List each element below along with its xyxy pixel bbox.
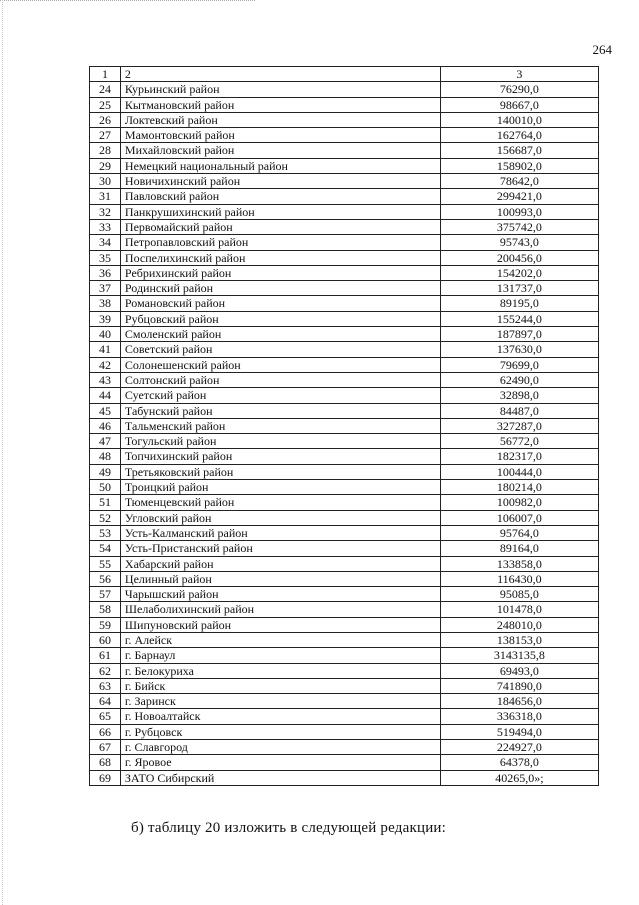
- table-row: [90, 602, 599, 617]
- table-row: [90, 525, 599, 540]
- amount-cell: 248010,0: [440, 617, 598, 632]
- table-row: [90, 464, 599, 479]
- district-name-cell: Третьяковский район: [120, 464, 440, 479]
- district-name-cell: Рубцовский район: [120, 311, 440, 326]
- amount-cell: 40265,0»;: [440, 770, 598, 785]
- district-name-cell: г. Рубцовск: [120, 724, 440, 739]
- district-name-cell: Усть-Пристанский район: [120, 541, 440, 556]
- table-row: [90, 587, 599, 602]
- district-name-cell: Топчихинский район: [120, 449, 440, 464]
- district-name-cell: Павловский район: [120, 189, 440, 204]
- table-row: [90, 112, 599, 127]
- row-number-cell: 36: [90, 265, 121, 280]
- amount-cell: 95085,0: [440, 587, 598, 602]
- district-name-cell: г. Яровое: [120, 755, 440, 770]
- row-number-cell: 28: [90, 143, 121, 158]
- row-number-cell: 51: [90, 495, 121, 510]
- row-number-cell: 55: [90, 556, 121, 571]
- amount-cell: 32898,0: [440, 388, 598, 403]
- table-row: [90, 571, 599, 586]
- table-row: [90, 632, 599, 647]
- table-row: [90, 97, 599, 112]
- row-number-cell: 40: [90, 327, 121, 342]
- amount-cell: 100993,0: [440, 204, 598, 219]
- district-name-cell: г. Белокуриха: [120, 663, 440, 678]
- table-row: [90, 510, 599, 525]
- row-number-cell: 61: [90, 648, 121, 663]
- row-number-cell: 35: [90, 250, 121, 265]
- district-name-cell: Табунский район: [120, 403, 440, 418]
- district-name-cell: Солонешенский район: [120, 357, 440, 372]
- district-name-cell: Троицкий район: [120, 480, 440, 495]
- row-number-cell: 30: [90, 174, 121, 189]
- row-number-cell: 37: [90, 281, 121, 296]
- table-row: [90, 495, 599, 510]
- row-number-cell: 65: [90, 709, 121, 724]
- district-name-cell: г. Заринск: [120, 694, 440, 709]
- table-row: [90, 174, 599, 189]
- row-number-cell: 52: [90, 510, 121, 525]
- row-number-cell: 33: [90, 219, 121, 234]
- amount-cell: 69493,0: [440, 663, 598, 678]
- table-row: [90, 357, 599, 372]
- row-number-cell: 57: [90, 587, 121, 602]
- amount-cell: 138153,0: [440, 632, 598, 647]
- amount-cell: 180214,0: [440, 480, 598, 495]
- amount-cell: 64378,0: [440, 755, 598, 770]
- district-name-cell: Кытмановский район: [120, 97, 440, 112]
- scan-edge-left: [2, 0, 3, 905]
- row-number-cell: 53: [90, 525, 121, 540]
- column-header-number: 1: [90, 67, 121, 82]
- district-name-cell: Михайловский район: [120, 143, 440, 158]
- amount-cell: 224927,0: [440, 740, 598, 755]
- district-name-cell: Локтевский район: [120, 112, 440, 127]
- district-name-cell: г. Барнаул: [120, 648, 440, 663]
- district-name-cell: Смоленский район: [120, 327, 440, 342]
- row-number-cell: 27: [90, 128, 121, 143]
- table-row: [90, 770, 599, 785]
- amount-cell: 62490,0: [440, 372, 598, 387]
- row-number-cell: 46: [90, 418, 121, 433]
- table-row: [90, 128, 599, 143]
- amount-cell: 140010,0: [440, 112, 598, 127]
- district-name-cell: Первомайский район: [120, 219, 440, 234]
- amount-cell: 154202,0: [440, 265, 598, 280]
- district-name-cell: Угловский район: [120, 510, 440, 525]
- table-row: [90, 709, 599, 724]
- district-name-cell: Суетский район: [120, 388, 440, 403]
- amount-cell: 162764,0: [440, 128, 598, 143]
- amount-cell: 56772,0: [440, 434, 598, 449]
- row-number-cell: 45: [90, 403, 121, 418]
- district-name-cell: ЗАТО Сибирский: [120, 770, 440, 785]
- amount-cell: 95764,0: [440, 525, 598, 540]
- amount-cell: 182317,0: [440, 449, 598, 464]
- table-row: [90, 82, 599, 97]
- district-name-cell: г. Алейск: [120, 632, 440, 647]
- table-row: [90, 204, 599, 219]
- table-row: [90, 311, 599, 326]
- row-number-cell: 60: [90, 632, 121, 647]
- row-number-cell: 48: [90, 449, 121, 464]
- district-name-cell: г. Новоалтайск: [120, 709, 440, 724]
- district-name-cell: Усть-Калманский район: [120, 525, 440, 540]
- district-name-cell: Новичихинский район: [120, 174, 440, 189]
- district-name-cell: Петропавловский район: [120, 235, 440, 250]
- amount-cell: 200456,0: [440, 250, 598, 265]
- table-row: [90, 342, 599, 357]
- row-number-cell: 25: [90, 97, 121, 112]
- row-number-cell: 42: [90, 357, 121, 372]
- row-number-cell: 43: [90, 372, 121, 387]
- district-name-cell: Шелаболихинский район: [120, 602, 440, 617]
- row-number-cell: 56: [90, 571, 121, 586]
- district-name-cell: Советский район: [120, 342, 440, 357]
- amount-cell: 89164,0: [440, 541, 598, 556]
- table-header-row: [90, 67, 599, 82]
- row-number-cell: 24: [90, 82, 121, 97]
- table-body: [90, 82, 599, 786]
- row-number-cell: 44: [90, 388, 121, 403]
- district-name-cell: Немецкий национальный район: [120, 158, 440, 173]
- table-row: [90, 189, 599, 204]
- data-table: [89, 66, 599, 786]
- row-number-cell: 34: [90, 235, 121, 250]
- amount-cell: 133858,0: [440, 556, 598, 571]
- amount-cell: 156687,0: [440, 143, 598, 158]
- row-number-cell: 31: [90, 189, 121, 204]
- table-row: [90, 158, 599, 173]
- table-row: [90, 235, 599, 250]
- table-row: [90, 663, 599, 678]
- table-row: [90, 755, 599, 770]
- amount-cell: 184656,0: [440, 694, 598, 709]
- column-header-value: 3: [440, 67, 598, 82]
- table-row: [90, 265, 599, 280]
- amount-cell: 79699,0: [440, 357, 598, 372]
- row-number-cell: 66: [90, 724, 121, 739]
- table-row: [90, 219, 599, 234]
- amount-cell: 78642,0: [440, 174, 598, 189]
- table-row: [90, 724, 599, 739]
- table-row: [90, 480, 599, 495]
- row-number-cell: 64: [90, 694, 121, 709]
- column-header-name: 2: [120, 67, 440, 82]
- amount-cell: 100444,0: [440, 464, 598, 479]
- district-name-cell: Солтонский район: [120, 372, 440, 387]
- district-name-cell: Поспелихинский район: [120, 250, 440, 265]
- district-name-cell: Романовский район: [120, 296, 440, 311]
- table-row: [90, 617, 599, 632]
- table-row: [90, 694, 599, 709]
- district-name-cell: Тогульский район: [120, 434, 440, 449]
- district-name-cell: Хабарский район: [120, 556, 440, 571]
- amount-cell: 336318,0: [440, 709, 598, 724]
- row-number-cell: 69: [90, 770, 121, 785]
- amount-cell: 137630,0: [440, 342, 598, 357]
- amount-cell: 158902,0: [440, 158, 598, 173]
- table-row: [90, 418, 599, 433]
- amount-cell: 131737,0: [440, 281, 598, 296]
- district-name-cell: Родинский район: [120, 281, 440, 296]
- amount-cell: 299421,0: [440, 189, 598, 204]
- row-number-cell: 41: [90, 342, 121, 357]
- district-name-cell: г. Бийск: [120, 678, 440, 693]
- row-number-cell: 50: [90, 480, 121, 495]
- row-number-cell: 62: [90, 663, 121, 678]
- district-name-cell: Курьинский район: [120, 82, 440, 97]
- amount-cell: 3143135,8: [440, 648, 598, 663]
- amount-cell: 155244,0: [440, 311, 598, 326]
- district-name-cell: Ребрихинский район: [120, 265, 440, 280]
- table-row: [90, 143, 599, 158]
- amount-cell: 106007,0: [440, 510, 598, 525]
- district-name-cell: г. Славгород: [120, 740, 440, 755]
- district-name-cell: Шипуновский район: [120, 617, 440, 632]
- amount-cell: 100982,0: [440, 495, 598, 510]
- table-row: [90, 740, 599, 755]
- row-number-cell: 58: [90, 602, 121, 617]
- amount-cell: 89195,0: [440, 296, 598, 311]
- table-row: [90, 449, 599, 464]
- table-row: [90, 372, 599, 387]
- scan-edge-top: [0, 0, 255, 1]
- district-name-cell: Тюменцевский район: [120, 495, 440, 510]
- amount-cell: 101478,0: [440, 602, 598, 617]
- amount-cell: 519494,0: [440, 724, 598, 739]
- table-row: [90, 388, 599, 403]
- amount-cell: 741890,0: [440, 678, 598, 693]
- table-row: [90, 250, 599, 265]
- amount-cell: 375742,0: [440, 219, 598, 234]
- table-row: [90, 541, 599, 556]
- table-row: [90, 403, 599, 418]
- row-number-cell: 59: [90, 617, 121, 632]
- row-number-cell: 38: [90, 296, 121, 311]
- row-number-cell: 67: [90, 740, 121, 755]
- table-row: [90, 648, 599, 663]
- table-row: [90, 296, 599, 311]
- amount-cell: 84487,0: [440, 403, 598, 418]
- amount-cell: 187897,0: [440, 327, 598, 342]
- row-number-cell: 39: [90, 311, 121, 326]
- table-row: [90, 678, 599, 693]
- amount-cell: 98667,0: [440, 97, 598, 112]
- district-name-cell: Тальменский район: [120, 418, 440, 433]
- table-row: [90, 281, 599, 296]
- table-row: [90, 327, 599, 342]
- amount-cell: 95743,0: [440, 235, 598, 250]
- amount-cell: 76290,0: [440, 82, 598, 97]
- row-number-cell: 29: [90, 158, 121, 173]
- table-row: [90, 434, 599, 449]
- district-name-cell: Целинный район: [120, 571, 440, 586]
- district-name-cell: Панкрушихинский район: [120, 204, 440, 219]
- row-number-cell: 32: [90, 204, 121, 219]
- instruction-text: б) таблицу 20 изложить в следующей редакции:: [131, 820, 447, 836]
- row-number-cell: 49: [90, 464, 121, 479]
- district-name-cell: Чарышский район: [120, 587, 440, 602]
- amount-cell: 327287,0: [440, 418, 598, 433]
- row-number-cell: 68: [90, 755, 121, 770]
- table-row: [90, 556, 599, 571]
- row-number-cell: 63: [90, 678, 121, 693]
- amount-cell: 116430,0: [440, 571, 598, 586]
- row-number-cell: 26: [90, 112, 121, 127]
- row-number-cell: 54: [90, 541, 121, 556]
- row-number-cell: 47: [90, 434, 121, 449]
- district-name-cell: Мамонтовский район: [120, 128, 440, 143]
- page-number: 264: [592, 42, 612, 57]
